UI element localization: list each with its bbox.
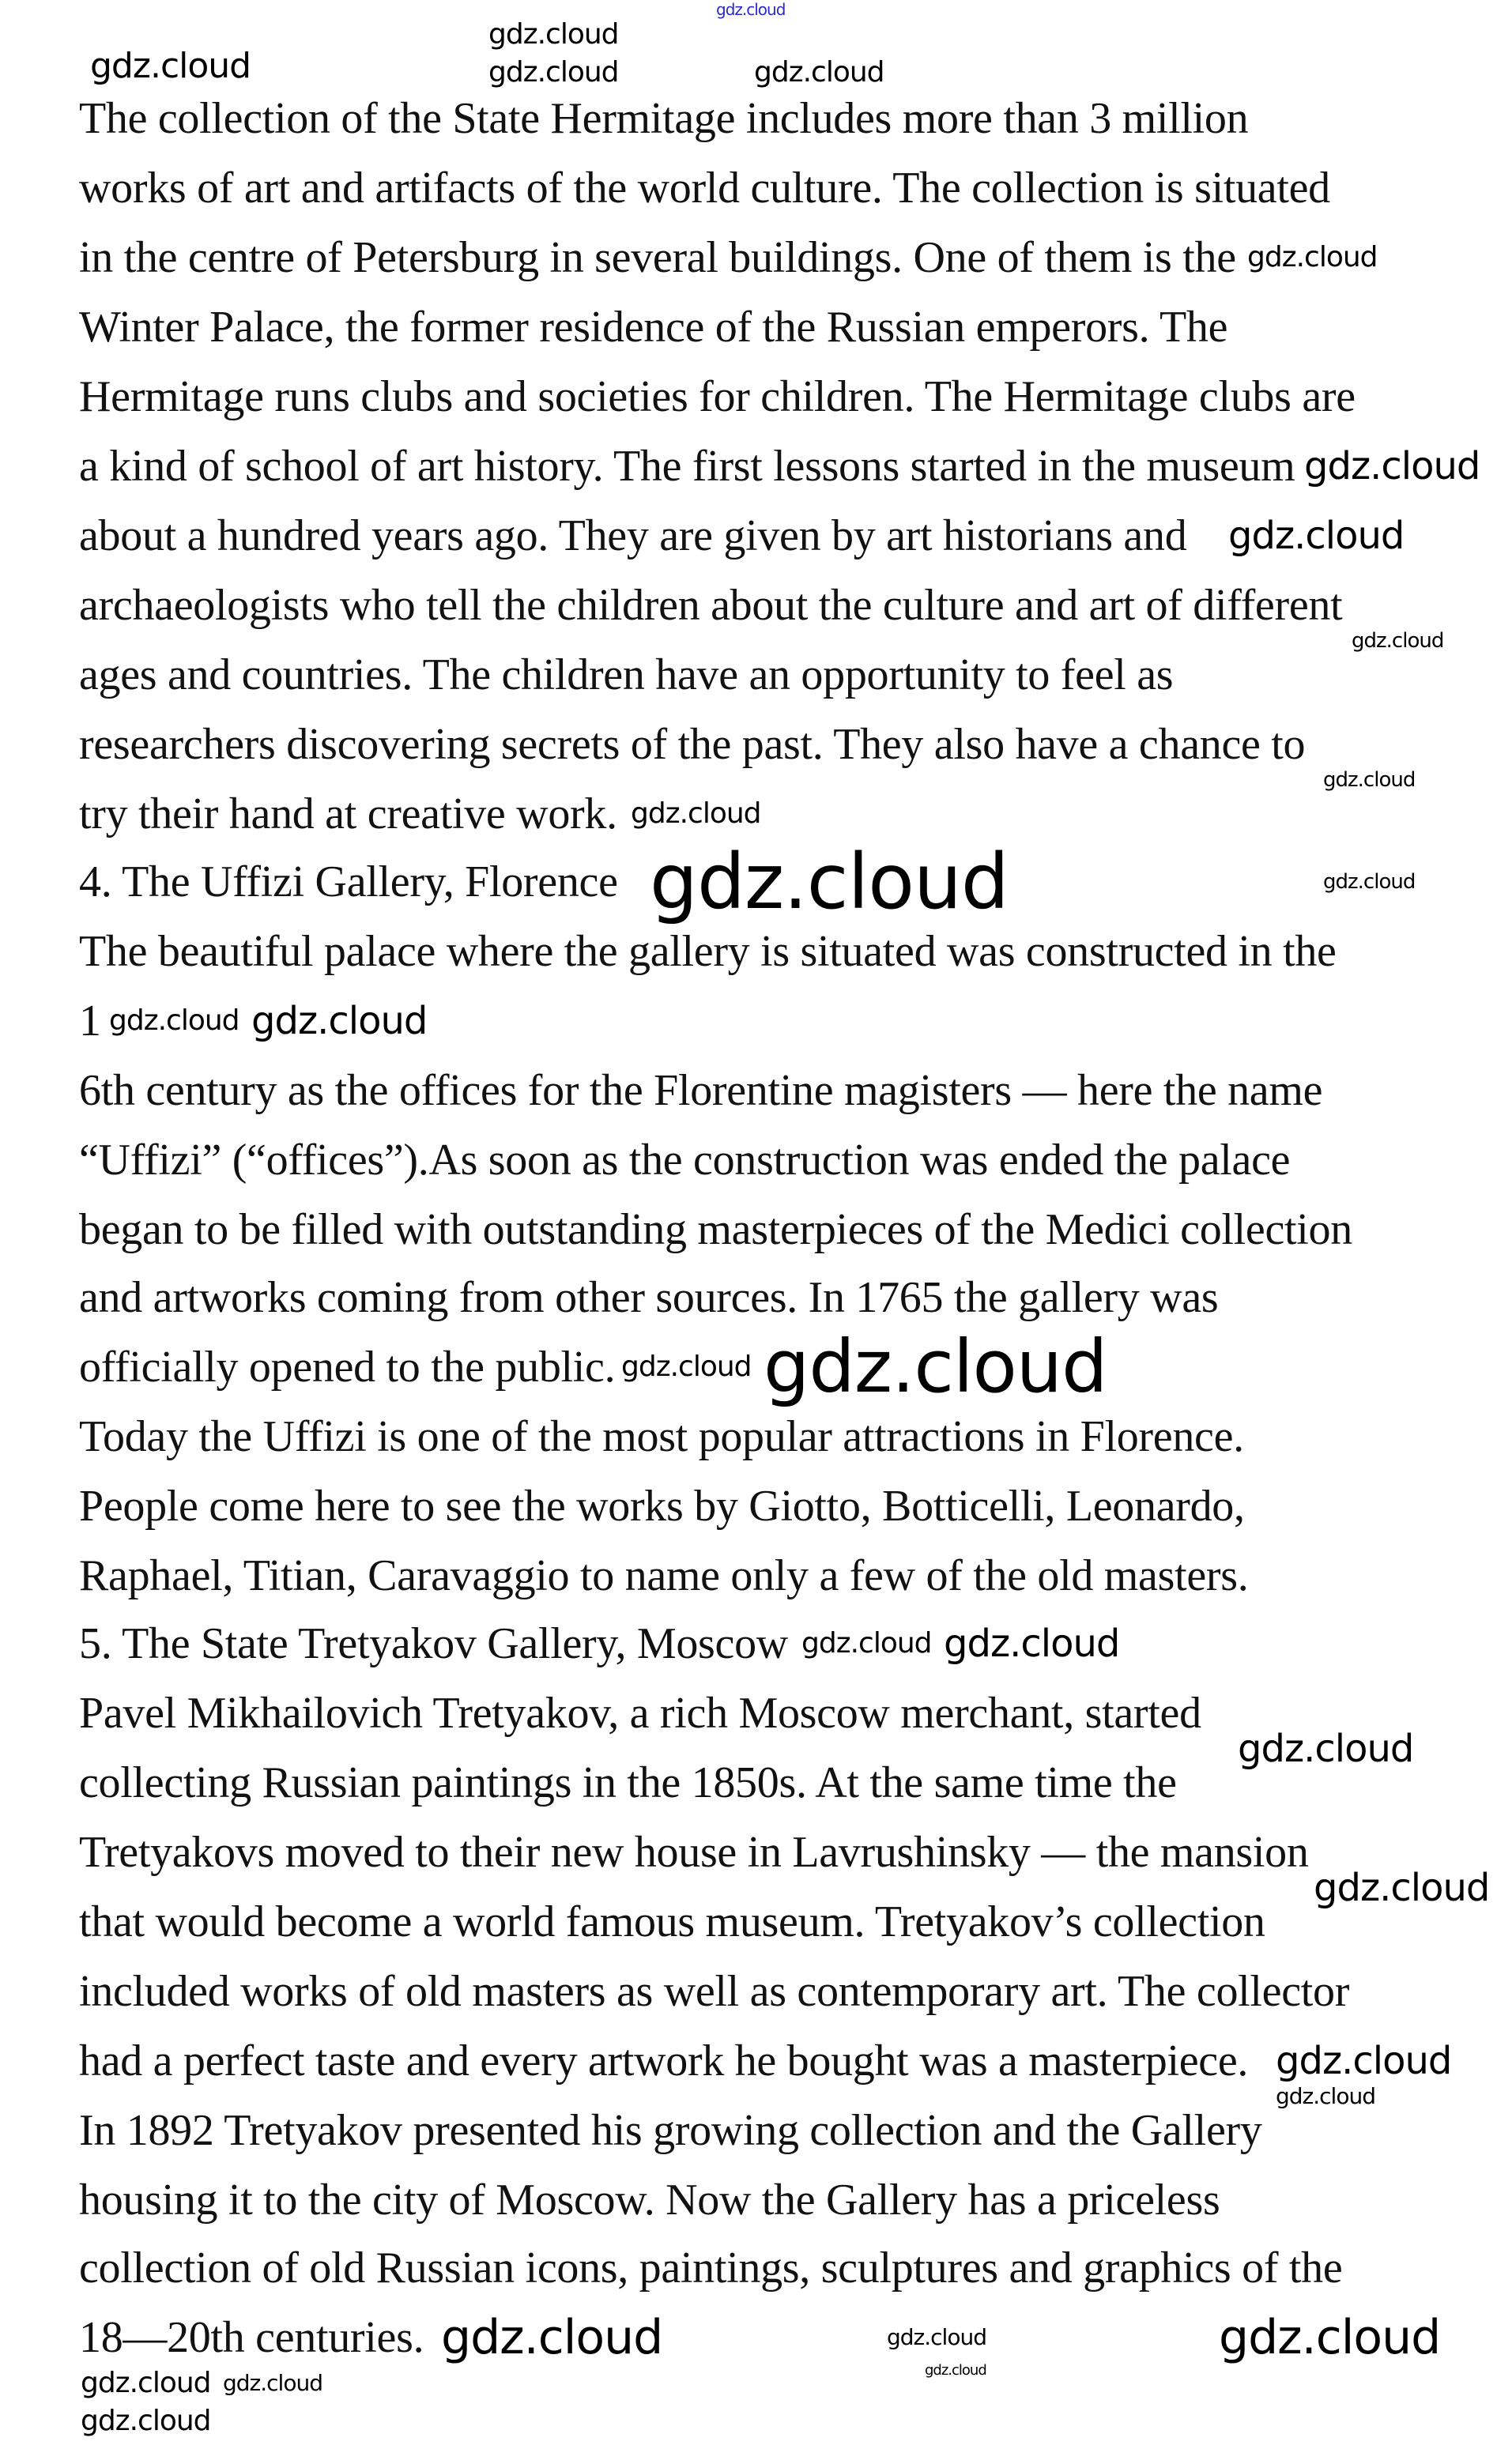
watermark: gdz.cloud bbox=[1276, 2039, 1452, 2083]
watermark: gdz.cloud bbox=[1276, 2083, 1375, 2109]
section-heading: 4. The Uffizi Gallery, Florence bbox=[79, 857, 618, 906]
text-line: a kind of school of art history. The first lessons started in the museum bbox=[79, 442, 1295, 491]
watermark: gdz.cloud bbox=[621, 1351, 752, 1383]
watermark: gdz.cloud bbox=[925, 2362, 986, 2379]
watermark: gdz.cloud bbox=[1352, 629, 1444, 653]
text-line: housing it to the city of Moscow. Now the Gallery has a priceless bbox=[79, 2176, 1220, 2225]
text-line: in the centre of Petersburg in several buildings. One of them is the bbox=[79, 233, 1236, 282]
text-line: works of art and artifacts of the world culture. The collection is situated bbox=[79, 164, 1330, 213]
watermark: gdz.cloud bbox=[1314, 1866, 1490, 1910]
watermark: gdz.cloud bbox=[944, 1622, 1120, 1666]
text-line: ages and countries. The children have an opportunity to feel as bbox=[79, 650, 1174, 699]
watermark: gdz.cloud bbox=[1323, 870, 1416, 894]
text-line: and artworks coming from other sources. In 1765 the gallery was bbox=[79, 1273, 1219, 1322]
watermark: gdz.cloud bbox=[1219, 2310, 1441, 2365]
text-line: The beautiful palace where the gallery is situated was constructed in the bbox=[79, 927, 1337, 976]
watermark: gdz.cloud bbox=[764, 1324, 1107, 1409]
watermark: gdz.cloud bbox=[1228, 514, 1405, 558]
text-line: archaeologists who tell the children about the culture and art of different bbox=[79, 581, 1343, 630]
watermark: gdz.cloud bbox=[81, 2405, 211, 2437]
text-line: collection of old Russian icons, paintings, sculptures and graphics of the bbox=[79, 2244, 1343, 2293]
watermark: gdz.cloud bbox=[1247, 241, 1378, 273]
text-line: about a hundred years ago. They are given by art historians and bbox=[79, 511, 1187, 560]
text-line: 1 bbox=[79, 997, 101, 1046]
watermark: gdz.cloud bbox=[1238, 1727, 1414, 1771]
text-line: collecting Russian paintings in the 1850s. At the same time the bbox=[79, 1758, 1177, 1807]
text-line: officially opened to the public. bbox=[79, 1343, 616, 1392]
text-line: Winter Palace, the former residence of the Russian emperors. The bbox=[79, 303, 1228, 352]
watermark: gdz.cloud bbox=[754, 56, 884, 89]
watermark: gdz.cloud bbox=[223, 2370, 322, 2396]
text-line: In 1892 Tretyakov presented his growing collection and the Gallery bbox=[79, 2106, 1262, 2155]
text-line: researchers discovering secrets of the past. They also have a chance to bbox=[79, 720, 1306, 769]
text-line: Hermitage runs clubs and societies for children. The Hermitage clubs are bbox=[79, 372, 1356, 421]
watermark: gdz.cloud bbox=[441, 2310, 663, 2365]
watermark: gdz.cloud bbox=[1304, 444, 1480, 488]
text-line: 18—20th centuries. bbox=[79, 2313, 424, 2362]
watermark: gdz.cloud bbox=[650, 838, 1009, 926]
text-line: included works of old masters as well as contemporary art. The collector bbox=[79, 1967, 1350, 2016]
watermark: gdz.cloud bbox=[90, 46, 251, 86]
text-line: Pavel Mikhailovich Tretyakov, a rich Moscow merchant, started bbox=[79, 1689, 1201, 1738]
text-line: that would become a world famous museum. Tretyakov’s collection bbox=[79, 1897, 1265, 1946]
watermark: gdz.cloud bbox=[251, 999, 428, 1043]
text-line: The collection of the State Hermitage includes more than 3 million bbox=[79, 94, 1249, 143]
watermark: gdz.cloud bbox=[887, 2324, 986, 2350]
text-line: Tretyakovs moved to their new house in Lavrushinsky — the mansion bbox=[79, 1828, 1309, 1877]
watermark: gdz.cloud bbox=[81, 2367, 211, 2399]
text-line: Raphael, Titian, Caravaggio to name only a few of the old masters. bbox=[79, 1551, 1249, 1600]
text-line: began to be filled with outstanding masterpieces of the Medici collection bbox=[79, 1205, 1352, 1254]
watermark: gdz.cloud bbox=[1323, 768, 1416, 792]
watermark: gdz.cloud bbox=[801, 1627, 932, 1660]
text-line: Today the Uffizi is one of the most popular attractions in Florence. bbox=[79, 1412, 1244, 1461]
watermark: gdz.cloud bbox=[716, 0, 786, 19]
text-line: People come here to see the works by Giotto, Botticelli, Leonardo, bbox=[79, 1482, 1245, 1531]
section-heading: 5. The State Tretyakov Gallery, Moscow bbox=[79, 1619, 788, 1668]
text-line: “Uffizi” (“offices”).As soon as the construction was ended the palace bbox=[79, 1136, 1291, 1185]
watermark: gdz.cloud bbox=[109, 1004, 239, 1037]
text-line: had a perfect taste and every artwork he bought was a masterpiece. bbox=[79, 2036, 1249, 2085]
watermark: gdz.cloud bbox=[488, 18, 619, 51]
watermark: gdz.cloud bbox=[631, 797, 761, 830]
watermark: gdz.cloud bbox=[488, 56, 619, 89]
text-line: try their hand at creative work. bbox=[79, 789, 617, 838]
text-line: 6th century as the offices for the Florentine magisters — here the name bbox=[79, 1066, 1323, 1115]
